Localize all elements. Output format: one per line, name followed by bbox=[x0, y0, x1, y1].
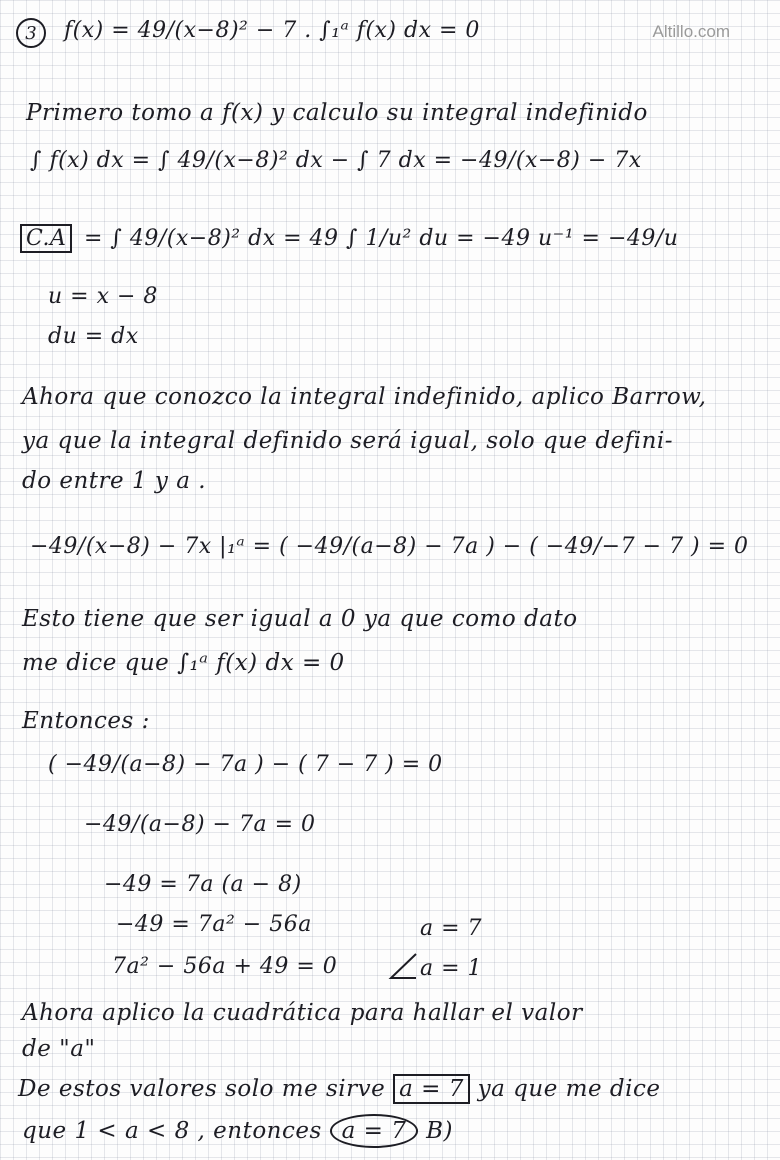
equation-step-4: −49 = 7a² − 56a bbox=[116, 912, 312, 937]
intro-sentence: Primero tomo a f(x) y calculo su integral indefinido bbox=[26, 100, 648, 126]
valid-root-box: a = 7 bbox=[393, 1074, 470, 1104]
barrow-sentence-2: ya que la integral definido será igual, solo que defini- bbox=[22, 428, 674, 454]
equation-step-1: ( −49/(a−8) − 7a ) − ( 7 − 7 ) = 0 bbox=[48, 752, 443, 777]
quadratic-sentence-2: de "a" bbox=[22, 1036, 96, 1062]
conclusion-text-1: De estos valores solo me sirve bbox=[18, 1076, 386, 1102]
problem-number: 3 bbox=[16, 18, 46, 48]
conclusion-text-1-tail: ya que me dice bbox=[477, 1076, 661, 1102]
root-a1: a = 1 bbox=[420, 956, 483, 981]
aux-calc-label bbox=[20, 224, 72, 253]
barrow-sentence-3: do entre 1 y a . bbox=[22, 468, 207, 494]
conclusion-sentence-1 bbox=[18, 1074, 660, 1104]
equation-step-3: −49 = 7a (a − 8) bbox=[104, 872, 302, 897]
substitution-du: du = dx bbox=[48, 324, 139, 349]
condition-sentence-1: Esto tiene que ser igual a 0 ya que como dato bbox=[22, 606, 578, 632]
aux-calc-box: C.A bbox=[20, 224, 72, 253]
substitution-u: u = x − 8 bbox=[48, 284, 158, 309]
roots-bracket bbox=[388, 952, 418, 980]
watermark: Altillo.com bbox=[652, 22, 730, 41]
conclusion-text-2: que 1 < a < 8 , entonces bbox=[22, 1118, 322, 1144]
barrow-evaluation: −49/(x−8) − 7x |₁ᵃ = ( −49/(a−8) − 7a ) − ( −49/−7 − 7 ) = 0 bbox=[30, 534, 749, 559]
equation-step-2: −49/(a−8) − 7a = 0 bbox=[84, 812, 316, 837]
barrow-sentence-1: Ahora que conozco la integral indefinido, aplico Barrow, bbox=[22, 384, 707, 410]
indefinite-integral-line: ∫ f(x) dx = ∫ 49/(x−8)² dx − ∫ 7 dx = −49/(x−8) − 7x bbox=[30, 148, 642, 173]
quadratic-sentence-1: Ahora aplico la cuadrática para hallar el valor bbox=[22, 1000, 583, 1026]
then-label: Entonces : bbox=[22, 708, 150, 734]
answer-option: B) bbox=[426, 1118, 454, 1144]
condition-sentence-2: me dice que ∫₁ᵃ f(x) dx = 0 bbox=[22, 650, 345, 676]
conclusion-sentence-2 bbox=[22, 1114, 453, 1148]
aux-calc-line: = ∫ 49/(x−8)² dx = 49 ∫ 1/u² du = −49 u⁻¹ = −49/u bbox=[84, 226, 679, 251]
root-a7: a = 7 bbox=[420, 916, 483, 941]
equation-step-5: 7a² − 56a + 49 = 0 bbox=[112, 954, 338, 979]
final-answer-circle: a = 7 bbox=[330, 1114, 419, 1148]
problem-statement: f(x) = 49/(x−8)² − 7 . ∫₁ᵃ f(x) dx = 0 bbox=[64, 18, 480, 43]
